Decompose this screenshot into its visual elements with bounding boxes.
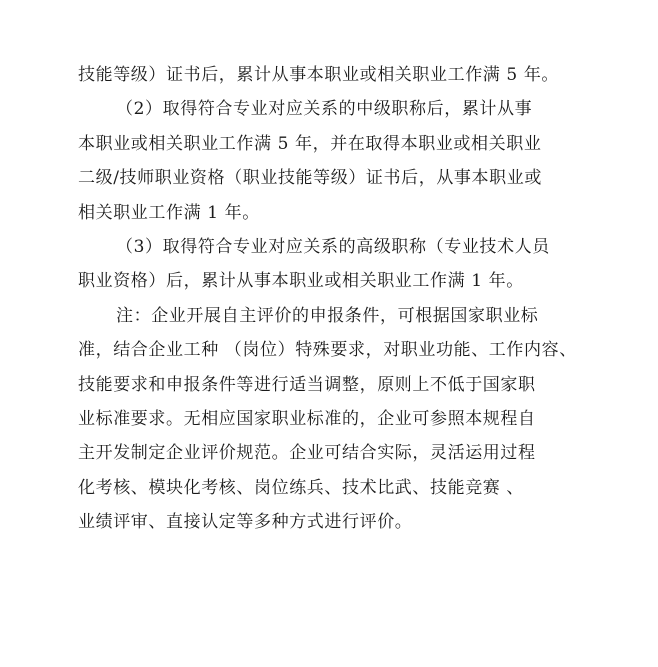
text-line-item-3-start: （3）取得符合专业对应关系的高级职称（专业技术人员: [116, 236, 550, 257]
text-line: 相关职业工作满 1 年。: [78, 202, 260, 223]
document-body: [78, 58, 578, 539]
text-line-note-start: 注：企业开展自主评价的申报条件，可根据国家职业标: [116, 305, 539, 326]
text-line: 业绩评审、直接认定等多种方式进行评价。: [78, 512, 413, 533]
text-line: 准，结合企业工种 （岗位）特殊要求，对职业功能、工作内容、: [78, 340, 577, 361]
text-line: 技能要求和申报条件等进行适当调整，原则上不低于国家职: [78, 374, 536, 395]
text-line: 职业资格）后，累计从事本职业或相关职业工作满 1 年。: [78, 271, 524, 292]
text-line: 本职业或相关职业工作满 5 年，并在取得本职业或相关职业: [78, 133, 542, 154]
text-line-item-2-start: （2）取得符合专业对应关系的中级职称后，累计从事: [116, 99, 533, 120]
text-line: 二级/技师职业资格（职业技能等级）证书后，从事本职业或: [78, 168, 542, 189]
text-line: 业标准要求。无相应国家职业标准的，企业可参照本规程自: [78, 408, 536, 429]
text-line: 化考核、模块化考核、岗位练兵、技术比武、技能竞赛 、: [78, 477, 525, 498]
text-line: 技能等级）证书后，累计从事本职业或相关职业工作满 5 年。: [78, 65, 560, 85]
text-line: 主开发制定企业评价规范。企业可结合实际，灵活运用过程: [78, 443, 536, 464]
